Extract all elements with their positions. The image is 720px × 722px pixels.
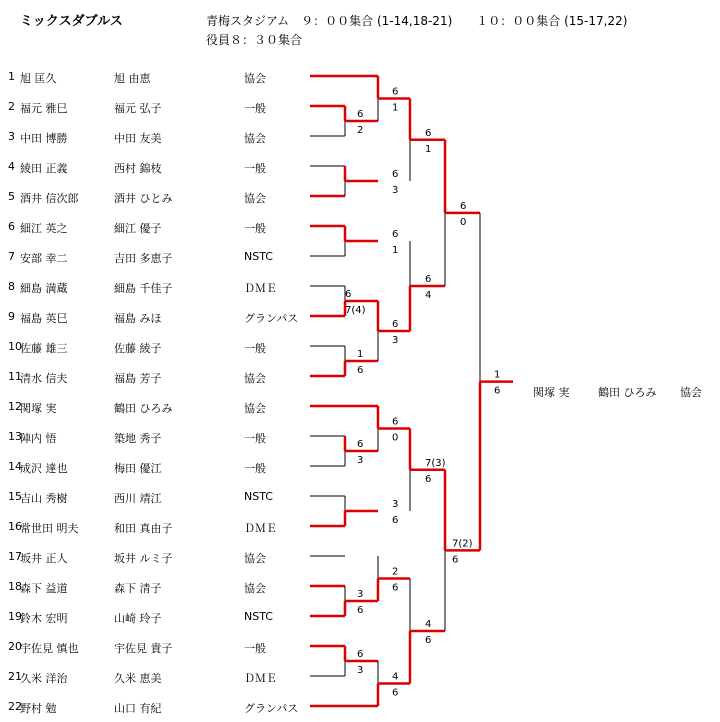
- entry-seed: 22: [8, 700, 22, 713]
- entry-club: 一般: [244, 102, 266, 115]
- entry-player2: 細島 千佳子: [114, 282, 173, 295]
- score-bottom: 1: [392, 102, 399, 114]
- entry-seed: 16: [8, 520, 22, 533]
- entry-player2: 中田 友美: [114, 132, 162, 145]
- score-top: 3: [392, 499, 399, 510]
- entry-seed: 5: [8, 190, 15, 203]
- entry-club: 一般: [244, 462, 266, 475]
- score-top: 7(3): [425, 457, 446, 469]
- champion-player2: 鶴田 ひろみ: [598, 386, 657, 399]
- entry-player2: 築地 秀子: [114, 432, 162, 445]
- entry-player1: 細島 満蔵: [20, 282, 68, 295]
- score-top: 3: [357, 589, 364, 600]
- entry-player1: 福島 英巳: [20, 312, 68, 325]
- score-top: 6: [392, 319, 399, 330]
- entry-club: ＤＭＥ: [244, 282, 277, 295]
- entry-club: 協会: [244, 582, 266, 595]
- entry-player1: 酒井 信次郎: [20, 192, 79, 205]
- score-bottom: 6: [357, 605, 364, 616]
- entry-player1: 細江 英之: [20, 222, 68, 235]
- entry-seed: 21: [8, 670, 22, 683]
- entry-club: 協会: [244, 132, 266, 145]
- score-bottom: 3: [357, 455, 364, 466]
- entry-club: 協会: [244, 192, 266, 205]
- champion-player1: 関塚 実: [533, 386, 570, 399]
- entry-player1: 坂井 正人: [20, 552, 68, 565]
- score-top: 6: [357, 439, 364, 450]
- entry-player1: 清水 信夫: [20, 372, 68, 385]
- entry-player1: 成沢 達也: [20, 462, 68, 475]
- score-top: 6: [392, 86, 399, 98]
- entry-player1: 旭 匡久: [20, 72, 57, 85]
- entry-player2: 西村 錦枝: [114, 162, 162, 175]
- score-bottom: 6: [425, 635, 432, 646]
- score-bottom: 4: [425, 290, 432, 301]
- entry-club: 協会: [244, 552, 266, 565]
- score-top: 4: [425, 619, 432, 630]
- score-bottom: 6: [392, 582, 399, 594]
- entry-player2: 福元 弘子: [114, 102, 162, 115]
- entry-seed: 18: [8, 580, 22, 593]
- entry-player2: 西川 靖江: [114, 492, 162, 505]
- entry-seed: 15: [8, 490, 22, 503]
- score-top: 6: [357, 649, 364, 660]
- entry-club: ＤＭＥ: [244, 672, 277, 685]
- entry-player1: 常世田 明夫: [20, 522, 79, 535]
- entry-player2: 吉田 多恵子: [114, 252, 173, 265]
- entry-player2: 久米 恵美: [114, 672, 162, 685]
- entry-player1: 野村 勉: [20, 702, 57, 715]
- entry-player2: 酒井 ひとみ: [114, 192, 173, 205]
- entry-seed: 14: [8, 460, 22, 473]
- entry-seed: 1: [8, 70, 15, 83]
- score-top: 6: [392, 416, 399, 428]
- score-bottom: 6: [392, 687, 399, 699]
- score-top: 6: [345, 289, 352, 300]
- entry-seed: 17: [8, 550, 22, 563]
- entry-club: 協会: [244, 372, 266, 385]
- entry-player2: 森下 清子: [114, 582, 162, 595]
- entry-player2: 旭 由恵: [114, 72, 151, 85]
- score-bottom: 6: [392, 515, 399, 526]
- score-top: 4: [392, 671, 399, 683]
- entry-club: 一般: [244, 642, 266, 655]
- score-bottom: 2: [357, 125, 364, 136]
- entry-player1: 佐藤 雄三: [20, 342, 68, 355]
- entry-player2: 坂井 ルミ子: [114, 552, 173, 565]
- score-bottom: 6: [357, 365, 364, 376]
- entry-player1: 森下 益道: [20, 582, 68, 595]
- entry-player1: 福元 雅巳: [20, 102, 68, 115]
- entry-seed: 13: [8, 430, 22, 443]
- entry-player1: 安部 幸二: [20, 252, 68, 265]
- entry-club: 協会: [244, 402, 266, 415]
- champion-club: 協会: [680, 386, 702, 399]
- entry-player1: 綾田 正義: [20, 162, 68, 175]
- entry-player2: 細江 優子: [114, 222, 162, 235]
- entry-seed: 11: [8, 370, 22, 383]
- score-bottom: 6: [494, 385, 501, 397]
- score-top: 6: [392, 229, 399, 240]
- score-top: 2: [392, 566, 399, 578]
- entry-club: グランパス: [244, 312, 299, 325]
- entry-player2: 佐藤 綾子: [114, 342, 162, 355]
- score-bottom: 6: [452, 554, 459, 566]
- entry-seed: 10: [8, 340, 22, 353]
- entry-club: 一般: [244, 162, 266, 175]
- entry-player2: 山崎 玲子: [114, 612, 162, 625]
- score-top: 6: [357, 109, 364, 120]
- entry-player2: 山口 有紀: [114, 702, 162, 715]
- score-top: 6: [460, 200, 467, 212]
- entry-club: NSTC: [244, 250, 273, 263]
- entry-club: グランパス: [244, 702, 299, 715]
- entry-player1: 宇佐見 慎也: [20, 642, 79, 655]
- score-top: 6: [425, 274, 432, 285]
- entry-seed: 3: [8, 130, 15, 143]
- schedule-info: 青梅スタジアム ９：００集合 (1-14,18-21) １０：００集合 (15-17,22): [206, 14, 628, 28]
- entry-player1: 吉山 秀樹: [20, 492, 68, 505]
- entry-player2: 和田 真由子: [114, 522, 173, 535]
- entry-club: ＤＭＥ: [244, 522, 277, 535]
- score-bottom: 7(4): [345, 305, 366, 316]
- score-bottom: 3: [392, 335, 399, 346]
- score-bottom: 1: [392, 245, 399, 256]
- entry-player1: 久米 洋治: [20, 672, 68, 685]
- score-bottom: 1: [425, 143, 432, 155]
- entry-player2: 宇佐見 貴子: [114, 642, 173, 655]
- entry-player2: 梅田 優江: [114, 462, 162, 475]
- entry-player2: 鶴田 ひろみ: [114, 402, 173, 415]
- entry-seed: 7: [8, 250, 15, 263]
- entry-seed: 9: [8, 310, 15, 323]
- entry-club: NSTC: [244, 490, 273, 503]
- entry-player2: 福島 みほ: [114, 312, 162, 325]
- entry-player1: 陣内 悟: [20, 432, 57, 445]
- score-top: 1: [494, 369, 501, 381]
- score-bottom: 3: [357, 665, 364, 676]
- entry-seed: 12: [8, 400, 22, 413]
- entry-seed: 19: [8, 610, 22, 623]
- score-bottom: 0: [392, 432, 399, 444]
- entry-seed: 6: [8, 220, 15, 233]
- page-title: ミックスダブルス: [20, 14, 123, 29]
- entry-seed: 2: [8, 100, 15, 113]
- entry-player1: 中田 博勝: [20, 132, 68, 145]
- entry-seed: 20: [8, 640, 22, 653]
- entry-player1: 関塚 実: [20, 402, 57, 415]
- entry-club: 一般: [244, 342, 266, 355]
- score-top: 6: [392, 169, 399, 180]
- entry-club: NSTC: [244, 610, 273, 623]
- entry-club: 一般: [244, 432, 266, 445]
- score-bottom: 0: [460, 216, 467, 228]
- score-bottom: 6: [425, 473, 432, 485]
- score-top: 7(2): [452, 538, 473, 550]
- entry-player1: 鈴木 宏明: [20, 612, 68, 625]
- entry-club: 一般: [244, 222, 266, 235]
- score-top: 1: [357, 349, 364, 360]
- entry-seed: 8: [8, 280, 15, 293]
- score-bottom: 3: [392, 185, 399, 196]
- entry-player2: 福島 芳子: [114, 372, 162, 385]
- score-top: 6: [425, 127, 432, 139]
- officials-info: 役員８：３０集合: [206, 33, 303, 47]
- entry-club: 協会: [244, 72, 266, 85]
- entry-seed: 4: [8, 160, 15, 173]
